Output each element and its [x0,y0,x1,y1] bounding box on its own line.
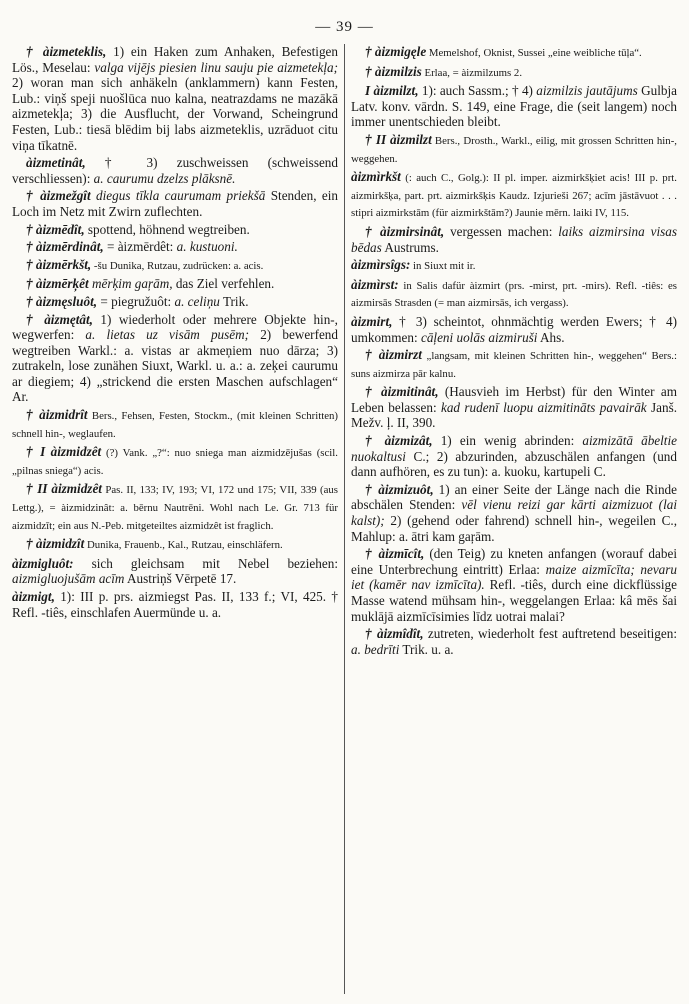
entry-continuation: 2) bewerfend wegtreiben Warkl.: a. vistas ar akmeņiem nuo dārza; 3) zutrakeln, lose zunähen Siuxt, Warkl. u. a.: a. zeķei caurumu ar diegiem; 4) „strickend die ersten Maschen aufschlagen“ Ar. [12,327,338,405]
entry-definition: (Hausvieh im Herbst) für den Winter am Leben belassen: [351,384,678,415]
entry-definition: 1) ein Haken zum Anhaken, Befestigen Lös., Meselau: [12,44,338,75]
dictionary-entry [12,239,338,255]
entry-headword: † àizmidrît [26,407,88,423]
entry-continuation: Trik. u. a. [399,641,454,657]
entry-example: a. kustuoni. [176,239,238,255]
entry-example: a. caurumu dzelzs plāksnē. [93,170,236,186]
entry-headword: † àizmežgît [26,188,91,204]
entry-example: vēl vienu reizi gar kārti aizmizuot (lai kalst); [351,497,677,529]
entry-continuation: Ahs. [537,329,565,345]
dictionary-entry [12,444,338,479]
entry-example: aizmizātā ābeltie nuokaltusi [351,433,677,464]
dictionary-entry [12,536,338,554]
entry-headword: † I àizmidzêt [26,444,102,460]
entry-definition: (?) Vank. „?“: nuo sniega man aizmidzējušas (scil. „pilnas sniega“) acis. [12,447,338,477]
entry-headword: † àizmēdît, [26,221,85,237]
entry-headword: † àizmizât, [365,433,433,449]
entry-headword: † II àizmidzêt [26,481,102,497]
entry-headword: † àizmętât, [26,311,93,327]
entry-continuation: 2) woran man sich anhäkeln (anklammern) kann Festen, Lub.: viņš speji nuošlūca nuo kalna, neatrazdams ne mazākā aizmetekļa; 3) die Ausflucht, der Vorwand, Scheingrund Festen, Lub.: tiesā blēdim bij labs aizmeteklis, uzrāduot citu viņa tīkatnē. [12,75,338,153]
right-column [351,44,677,659]
entry-definition: Bers., Drosth., Warkl., eilig, mit grossen Schritten hin-, weggehen. [351,134,677,165]
entry-headword: àizmigt, [12,589,55,604]
left-column [12,44,338,659]
entry-headword: † II àizmilzt [365,131,432,147]
entry-definition: sich gleichsam mit Nebel beziehen: [73,555,338,571]
entry-headword: † àizmeteklis, [26,44,107,59]
entry-continuation: Refl. -tiês, durch eine dickflüssige Masse watend mühsam hin-, weggelangen Erlaa: kâ mēs šai muklājā aizmīcīsimies līdz uotrai malai? [351,577,677,624]
dictionary-entry [12,407,338,442]
entry-headword: † àizmitinât, [365,384,439,400]
dictionary-entry [351,132,677,167]
dictionary-entry [12,222,338,238]
entry-example: a. lietas uz visām pusēm; [85,327,250,343]
entry-headword: àizmirt, [351,313,393,329]
entry-example: aizmilzis jautājums [536,83,638,99]
entry-continuation: Stenden, ein Loch im Netz mit Zwirn zuflechten. [12,188,338,219]
entry-definition: „langsam, mit kleinen Schritten hin-, weggehen“ Bers.: suns aizmirza pār kalnu. [351,350,677,380]
entry-definition: (den Teig) zu kneten anfangen (worauf dabei eine Unterbrechung eintritt) Erlaa: [351,546,677,577]
dictionary-entry [12,294,338,310]
entry-example: mērķim gaŗām, [91,276,173,292]
entry-continuation: Austrums. [381,239,439,255]
entry-example: kad rudenī luopu aizmitināts pavairāk [440,399,647,415]
entry-definition: Pas. II, 133; IV, 193; VI, 172 und 175; VII, 339 (aus Lettg.), = àizmidzinât: a. bērnu Nautrēni. Wohl nach Le. Gr. 713 für aizmidzīt; ein aus N.-Peb. mitgeteiltes aizmidzêt ist fraglich. [12,484,338,532]
entry-continuation: Austriņš Vērpetē 17. [124,571,237,587]
entry-headword: àizmìrkšt [351,169,401,185]
dictionary-entry [351,347,677,382]
dictionary-entry [351,482,677,544]
entry-headword: àizmigluôt: [12,555,74,571]
entry-definition: in Salis dafür àizmirt (prs. -mirst, prt. -mirs). Refl. -tiês: es aizmirsās Strasden (= man aizmirsās, ich vergass). [351,279,677,310]
entry-definition: Memelshof, Oknist, Sussei „eine weibliche tūļa“. [426,47,642,59]
entry-headword: † àizmērdinât, [26,239,104,255]
entry-headword: àizmìrst: [351,276,399,292]
entry-headword: † àizmērkšt, [26,256,92,272]
entry-continuation: Trik. [219,293,249,309]
dictionary-entry [351,169,677,222]
entry-definition: spottend, höhnend wegtreiben. [84,221,250,237]
entry-continuation: Gulbja Latv. konv. vārdn. S. 149, eine Frage, die (seit langem) noch immer unentschieden bleibt. [351,83,677,130]
entry-definition: † 3) zuschweissen (schweissend verschliessen): [12,155,338,186]
entry-continuation: Janš. Mežv. ļ. II, 390. [351,399,677,431]
dictionary-entry [12,155,338,186]
entry-definition: † 3) scheintot, ohnmächtig werden Ewers; † 4) umkommen: [351,313,677,345]
dictionary-entry [12,556,338,587]
entry-example: valga vijējs piesien linu sauju pie aizmetekļa; [94,59,338,75]
entry-headword: † àizmilzis [365,63,422,79]
entry-definition: Dunika, Frauenb., Kal., Rutzau, einschläfern. [84,539,283,552]
dictionary-entry [351,314,677,345]
entry-example: aizmigluojušām acīm [12,571,125,587]
dictionary-entry [12,44,338,153]
entry-headword: † àizmīcît, [365,546,425,562]
entry-definition: = àizmērdêt: [103,239,177,255]
entry-definition: vergessen machen: [444,223,559,239]
entry-continuation: 2) (gehend oder fahrend) schnell hin-, wegeilen C., Mahlup: a. ātri kam gaŗām. [351,513,677,544]
column-divider [344,44,345,994]
columns [12,44,677,659]
entry-headword: † àizmigęle [365,44,427,59]
dictionary-entry [12,481,338,534]
entry-definition: = piegružuôt: [97,293,175,309]
dictionary-entry [351,224,677,255]
dictionary-entry [12,188,338,219]
entry-definition: zutreten, wiederholt fest auftretend beseitigen: [423,626,678,642]
entry-definition: 1): III p. prs. aizmiegst Pas. II, 133 f.; VI, 425. † Refl. -tiês, einschlafen Auermünde u. a. [12,589,338,620]
entry-definition: 1) an einer Seite der Länge nach die Rinde abschälen Stenden: [351,481,677,513]
entry-headword: † àizmîdît, [365,626,424,642]
entry-example: diegus tīkla caurumam priekšā [96,188,266,204]
entry-headword: àizmìrsîgs: [351,257,411,273]
entry-headword: † àizmizuôt, [365,481,434,497]
dictionary-entry [12,276,338,292]
entry-continuation: das Ziel verfehlen. [172,276,275,292]
dictionary-entry [351,277,677,312]
entry-example: maize aizmīcīta; nevaru iet (kamēr nav izmīcīta). [351,561,677,593]
entry-definition: Bers., Fehsen, Festen, Stockm., (mit kleinen Schritten) schnell hin-, weglaufen. [12,410,338,440]
dictionary-entry [12,312,338,406]
entry-definition: (: auch C., Golg.): II pl. imper. aizmirkšķiet acis! III p. prt. aizmirkšķa, part. prt. aizmirkšķis Kaudz. Izjurieši 267; acīm jāstāvuot . . . stipri aizmirkstām (für aizmirkštām?) Jaunie mērn. laiki IV, 115. [351,172,677,220]
dictionary-entry [351,626,677,657]
dictionary-entry [12,257,338,275]
entry-example: cāļeni uolās aizmiruši [420,329,538,345]
entry-example: laiks aizmirsina visas bēdas [351,223,677,255]
entry-example: a. celiņu [174,293,220,309]
dictionary-entry [351,546,677,624]
dictionary-entry [351,384,677,431]
dictionary-entry [12,589,338,620]
entry-headword: àizmetinât, [26,155,86,171]
entry-headword: † àizmęsluôt, [26,293,98,309]
entry-definition: 1): auch Sassm.; † 4) [418,83,537,99]
entry-example: a. bedrīti [351,641,400,657]
entry-definition: in Siuxt mit ir. [410,260,476,273]
entry-continuation: C.; 2) abzurinden, abzuschälen anfangen (und dann aufhören, es zu tun): a. kuoku, kartupeli C. [351,448,677,480]
dictionary-entry [351,44,677,62]
entry-definition: Erlaa, = àizmilzums 2. [421,66,523,79]
page-number: — 39 — [315,19,374,35]
entry-definition: -šu Dunika, Rutzau, zudrücken: a. acis. [91,259,264,272]
entry-definition: 1) ein wenig abrinden: [432,433,583,449]
entry-definition: 1) wiederholt oder mehrere Objekte hin-, wegwerfen: [12,311,338,343]
entry-headword: † àizmērķêt [26,276,89,292]
entry-headword: I àizmilzt, [365,83,419,99]
dictionary-entry [351,83,677,130]
entry-headword: † àizmirzt [365,347,422,363]
entry-headword: † àizmidzît [26,536,85,552]
dictionary-entry [351,257,677,275]
dictionary-entry [351,433,677,480]
entry-headword: † àizmirsinât, [365,223,445,239]
dictionary-entry [351,64,677,82]
